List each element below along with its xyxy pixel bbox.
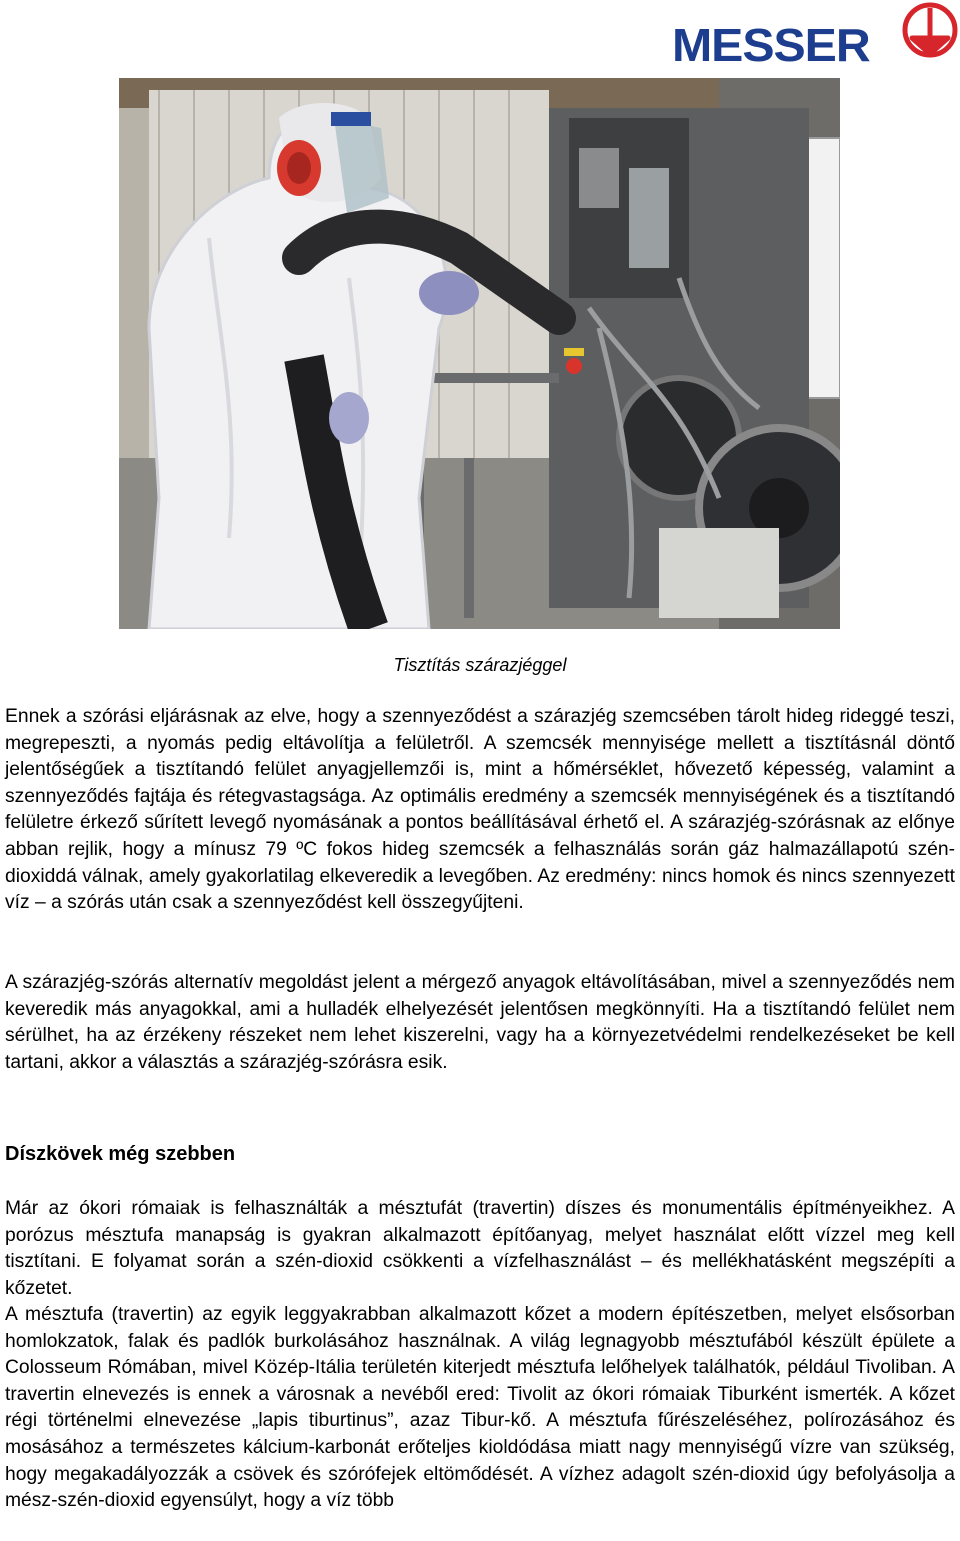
section-paragraph-2: A mésztufa (travertin) az egyik leggyakrabban alkalmazott kőzet a modern építészetben, melyet elsősorban homlokzatok, falak és padlók burkolásához használnak. A világ legnagyobb mésztufából készült épülete a Colosseum Rómában, mivel Közép-Itália területén kiterjedt mésztufa lelőhelyek találhatók, például Tivoliban. A travertin elnevezés is ennek a városnak a nevéből ered: Tivolit az ókori rómaiak Tiburként ismerték. A kőzet régi történelmi elnevezése „lapis tiburtinus”, azaz Tibur-kő. A mésztufa fűrészeléséhez, polírozásához és mosásához a természetes kálcium-karbonát erőteljes kioldódása miatt nagy mennyiségű vízre van szükség, hogy megakadályozzák a csövek és szórófejek eltömődését. A vízhez adagolt szén-dioxid úgy befolyásolja a mész-szén-dioxid egyensúlyt, hogy a víz több <box>5 1304 955 1512</box>
dry-ice-cleaning-photo <box>119 78 840 629</box>
section-heading: Díszkövek még szebben <box>5 1143 236 1165</box>
section-paragraph-1: Már az ókori rómaiak is felhasználták a mésztufát (travertin) díszes és monumentális építményeikhez. A porózus mésztufa manapság is gyakran alkalmazott építőanyag, melyet használat előtt vízzel meg kell tisztítani. E folyamat során a szén-dioxid csökkenti a vízfelhasználást – és mellékhatásként megszépíti a kőzetet. <box>5 1198 955 1299</box>
paragraph-2: A szárazjég-szórás alternatív megoldást jelent a mérgező anyagok eltávolításában, mivel a szennyeződés nem keveredik más anyagokkal, ami a hulladék elhelyezését jelentősen megkönnyíti. Ha a tisztítandó felület nem sérülhet, ha az érzékeny részeket nem lehet kiszerelni, vagy ha a környezetvédelmi rendelkezéseket be kell tartani, akkor a választás a szárazjég-szórásra esik. <box>5 972 955 1073</box>
photo-caption: Tisztítás szárazjéggel <box>393 655 567 675</box>
messer-logo <box>668 2 958 71</box>
messer-triangle-circle-icon <box>902 2 958 58</box>
paragraph-1: Ennek a szórási eljárásnak az elve, hogy a szennyeződést a szárazjég szemcsében tárolt hideg rideggé teszi, megrepeszti, a nyomás pedig eltávolítja a felületről. A szemcsék mennyisége mellett a tisztításnál döntő jelentőségűek a tisztítandó felület anyagjellemzői is, mint a hőmérséklet, hővezető képesség, valamint a szennyeződés fajtája és rétegvastagsága. Az optimális eredmény a szemcsék mennyiségének és a tisztítandó felületre érkező sűrített levegő nyomásának a pontos beállításával érhető el. A szárazjég-szórásnak az előnye abban rejlik, hogy a mínusz 79 ºC fokos hideg szemcsék a felhasználás során gáz halmazállapotú szén-dioxiddá válnak, amely gyakorlatilag elkeveredik a levegőben. Az eredmény: nincs homok és nincs szennyezett víz – a szórás után csak a szennyeződést kell összegyűjteni. <box>5 706 955 914</box>
logo-wordmark: MESSER <box>672 19 870 71</box>
photo-illustration <box>119 78 840 629</box>
